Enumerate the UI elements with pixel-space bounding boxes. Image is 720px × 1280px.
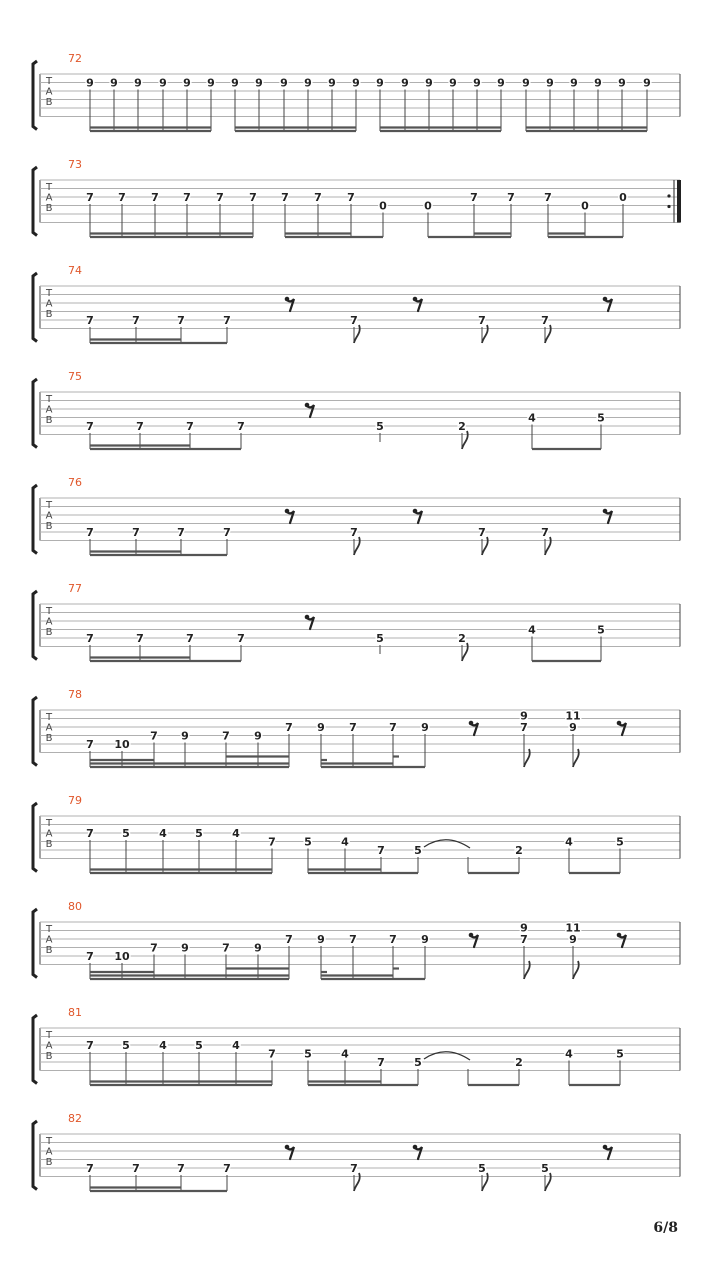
measure-number: 79 bbox=[68, 794, 82, 807]
fret-number: 9 bbox=[304, 76, 312, 90]
tie bbox=[424, 840, 470, 848]
tab-clef-letter: A bbox=[45, 616, 53, 628]
fret-number: 5 bbox=[541, 1162, 549, 1175]
fret-number: 4 bbox=[232, 827, 240, 840]
fret-number: 4 bbox=[232, 1039, 240, 1052]
tab-clef-letter: B bbox=[45, 733, 53, 744]
fret-number: 7 bbox=[478, 526, 486, 539]
fret-number: 5 bbox=[304, 1047, 312, 1061]
fret-number: 5 bbox=[122, 1039, 130, 1052]
fret-number: 4 bbox=[341, 835, 349, 849]
system-bracket bbox=[33, 803, 37, 872]
fret-number: 9 bbox=[546, 76, 554, 90]
fret-number: 7 bbox=[186, 420, 194, 433]
tab-clef-letter: B bbox=[45, 945, 53, 956]
fret-number: 7 bbox=[86, 191, 94, 204]
system-bracket bbox=[33, 697, 37, 766]
fret-number: 7 bbox=[268, 1047, 276, 1061]
fret-number: 5 bbox=[414, 844, 422, 857]
tab-system bbox=[33, 794, 680, 873]
tab-clef-letter: B bbox=[45, 309, 53, 320]
fret-number: 7 bbox=[544, 191, 552, 204]
tab-clef-letter: T bbox=[45, 1030, 53, 1041]
system-bracket bbox=[33, 61, 37, 130]
fret-number: 7 bbox=[350, 314, 358, 327]
note-flag bbox=[462, 431, 468, 449]
fret-number: 7 bbox=[223, 1162, 231, 1175]
repeat-dot bbox=[667, 194, 670, 197]
eighth-rest-dot bbox=[469, 721, 474, 726]
fret-number: 9 bbox=[181, 729, 189, 743]
fret-number: 7 bbox=[186, 632, 194, 645]
tab-system bbox=[33, 1006, 680, 1085]
fret-number: 7 bbox=[86, 827, 94, 840]
fret-number: 4 bbox=[565, 1047, 573, 1061]
eighth-rest-dot bbox=[603, 297, 608, 302]
note-flag bbox=[354, 537, 360, 555]
eighth-rest-dot bbox=[603, 509, 608, 514]
fret-number: 9 bbox=[183, 76, 191, 90]
fret-number: 7 bbox=[223, 526, 231, 539]
system-bracket bbox=[33, 1121, 37, 1190]
fret-number: 4 bbox=[528, 411, 536, 425]
final-barline bbox=[677, 180, 681, 223]
note-flag bbox=[482, 325, 488, 343]
tab-clef-letter: B bbox=[45, 839, 53, 850]
fret-number: 9 bbox=[159, 76, 167, 90]
note-flag bbox=[545, 1173, 551, 1191]
fret-number: 10 bbox=[114, 738, 130, 751]
fret-number: 7 bbox=[507, 191, 515, 204]
measure-number: 74 bbox=[68, 264, 82, 277]
fret-number: 11 bbox=[565, 709, 581, 723]
fret-number: 7 bbox=[249, 191, 257, 204]
tab-system bbox=[33, 476, 680, 555]
fret-number: 9 bbox=[254, 729, 262, 743]
fret-number: 7 bbox=[86, 314, 94, 327]
fret-number: 7 bbox=[86, 738, 94, 751]
note-flag bbox=[354, 325, 360, 343]
fret-number: 7 bbox=[350, 526, 358, 539]
tab-clef-letter: T bbox=[45, 182, 53, 193]
tab-clef-letter: A bbox=[45, 86, 53, 98]
fret-number: 7 bbox=[150, 729, 158, 743]
fret-number: 7 bbox=[177, 1162, 185, 1175]
note-flag bbox=[545, 537, 551, 555]
fret-number: 7 bbox=[183, 191, 191, 204]
fret-number: 2 bbox=[458, 420, 466, 433]
eighth-rest-dot bbox=[413, 1145, 418, 1150]
fret-number: 4 bbox=[159, 827, 167, 840]
measure-number: 76 bbox=[68, 476, 82, 489]
fret-number: 0 bbox=[619, 191, 627, 204]
fret-number: 9 bbox=[569, 933, 577, 946]
fret-number: 7 bbox=[222, 729, 230, 743]
fret-number: 11 bbox=[565, 921, 581, 935]
measure-number: 80 bbox=[68, 900, 82, 913]
fret-number: 5 bbox=[597, 411, 605, 425]
tab-system bbox=[33, 688, 680, 767]
tab-clef-letter: B bbox=[45, 521, 53, 532]
eighth-rest-dot bbox=[285, 297, 290, 302]
fret-number: 5 bbox=[616, 835, 624, 849]
eighth-rest-dot bbox=[603, 1145, 608, 1150]
repeat-dot bbox=[667, 205, 670, 208]
system-bracket bbox=[33, 591, 37, 660]
tab-system bbox=[33, 582, 680, 661]
fret-number: 7 bbox=[285, 721, 293, 734]
tab-clef-letter: A bbox=[45, 298, 53, 310]
tab-clef-letter: A bbox=[45, 934, 53, 946]
fret-number: 4 bbox=[159, 1039, 167, 1052]
tab-system bbox=[33, 1112, 680, 1191]
note-flag bbox=[354, 1173, 360, 1191]
fret-number: 5 bbox=[195, 827, 203, 840]
fret-number: 7 bbox=[377, 844, 385, 857]
system-bracket bbox=[33, 485, 37, 554]
fret-number: 7 bbox=[86, 526, 94, 539]
eighth-rest-dot bbox=[617, 933, 622, 938]
fret-number: 7 bbox=[350, 1162, 358, 1175]
tab-clef-letter: A bbox=[45, 1040, 53, 1052]
tab-system bbox=[33, 900, 680, 979]
fret-number: 9 bbox=[473, 76, 481, 90]
tab-clef-letter: B bbox=[45, 1157, 53, 1168]
fret-number: 7 bbox=[541, 526, 549, 539]
fret-number: 4 bbox=[528, 623, 536, 637]
fret-number: 5 bbox=[122, 827, 130, 840]
fret-number: 2 bbox=[515, 1056, 523, 1069]
fret-number: 7 bbox=[132, 1162, 140, 1175]
fret-number: 7 bbox=[470, 191, 478, 204]
measure-number: 73 bbox=[68, 158, 82, 171]
measure-number: 82 bbox=[68, 1112, 82, 1125]
fret-number: 9 bbox=[522, 76, 530, 90]
fret-number: 7 bbox=[349, 721, 357, 734]
fret-number: 9 bbox=[328, 76, 336, 90]
fret-number: 9 bbox=[317, 721, 325, 734]
fret-number: 9 bbox=[254, 941, 262, 955]
tab-clef-letter: A bbox=[45, 1146, 53, 1158]
eighth-rest-dot bbox=[305, 615, 310, 620]
note-flag bbox=[573, 961, 579, 979]
fret-number: 5 bbox=[376, 632, 384, 645]
measure-number: 77 bbox=[68, 582, 82, 595]
eighth-rest-dot bbox=[469, 933, 474, 938]
fret-number: 2 bbox=[515, 844, 523, 857]
fret-number: 7 bbox=[86, 1039, 94, 1052]
eighth-rest-dot bbox=[413, 509, 418, 514]
eighth-rest-dot bbox=[285, 509, 290, 514]
fret-number: 9 bbox=[181, 941, 189, 955]
fret-number: 7 bbox=[86, 950, 94, 963]
fret-number: 5 bbox=[195, 1039, 203, 1052]
fret-number: 7 bbox=[86, 420, 94, 433]
fret-number: 7 bbox=[349, 933, 357, 946]
fret-number: 9 bbox=[352, 76, 360, 90]
fret-number: 9 bbox=[421, 721, 429, 734]
tab-clef-letter: T bbox=[45, 1136, 53, 1147]
tab-clef-letter: A bbox=[45, 510, 53, 522]
tie bbox=[424, 1052, 470, 1060]
fret-number: 7 bbox=[216, 191, 224, 204]
fret-number: 7 bbox=[136, 632, 144, 645]
fret-number: 7 bbox=[314, 191, 322, 204]
fret-number: 7 bbox=[177, 526, 185, 539]
system-bracket bbox=[33, 167, 37, 236]
fret-number: 9 bbox=[401, 76, 409, 90]
fret-number: 7 bbox=[151, 191, 159, 204]
note-flag bbox=[545, 325, 551, 343]
tab-clef-letter: B bbox=[45, 1051, 53, 1062]
note-flag bbox=[524, 749, 530, 767]
tab-clef-letter: B bbox=[45, 627, 53, 638]
fret-number: 7 bbox=[132, 526, 140, 539]
fret-number: 4 bbox=[565, 835, 573, 849]
note-flag bbox=[573, 749, 579, 767]
fret-number: 5 bbox=[376, 420, 384, 433]
fret-number: 9 bbox=[594, 76, 602, 90]
tab-clef-letter: T bbox=[45, 288, 53, 299]
measure-number: 78 bbox=[68, 688, 82, 701]
page-number: 6/8 bbox=[653, 1220, 678, 1236]
fret-number: 9 bbox=[376, 76, 384, 90]
fret-number: 9 bbox=[520, 921, 528, 935]
fret-number: 9 bbox=[280, 76, 288, 90]
system-bracket bbox=[33, 909, 37, 978]
fret-number: 7 bbox=[377, 1056, 385, 1069]
fret-number: 0 bbox=[424, 199, 432, 213]
fret-number: 7 bbox=[86, 632, 94, 645]
tab-system bbox=[33, 264, 680, 343]
tab-clef-letter: T bbox=[45, 606, 53, 617]
fret-number: 9 bbox=[497, 76, 505, 90]
fret-number: 9 bbox=[425, 76, 433, 90]
note-flag bbox=[524, 961, 530, 979]
fret-number: 9 bbox=[207, 76, 215, 90]
fret-number: 9 bbox=[449, 76, 457, 90]
system-bracket bbox=[33, 379, 37, 448]
fret-number: 2 bbox=[458, 632, 466, 645]
tab-clef-letter: B bbox=[45, 97, 53, 108]
fret-number: 7 bbox=[281, 191, 289, 204]
fret-number: 7 bbox=[237, 420, 245, 433]
note-flag bbox=[482, 537, 488, 555]
tab-clef-letter: B bbox=[45, 415, 53, 426]
fret-number: 7 bbox=[222, 941, 230, 955]
fret-number: 7 bbox=[223, 314, 231, 327]
fret-number: 9 bbox=[618, 76, 626, 90]
tab-clef-letter: A bbox=[45, 192, 53, 204]
measure-number: 75 bbox=[68, 370, 82, 383]
fret-number: 0 bbox=[581, 199, 589, 213]
fret-number: 5 bbox=[616, 1047, 624, 1061]
fret-number: 7 bbox=[177, 314, 185, 327]
fret-number: 7 bbox=[389, 721, 397, 734]
eighth-rest-dot bbox=[285, 1145, 290, 1150]
eighth-rest-dot bbox=[413, 297, 418, 302]
system-bracket bbox=[33, 273, 37, 342]
tab-clef-letter: T bbox=[45, 924, 53, 935]
fret-number: 7 bbox=[520, 721, 528, 734]
fret-number: 5 bbox=[478, 1162, 486, 1175]
fret-number: 10 bbox=[114, 950, 130, 963]
fret-number: 9 bbox=[110, 76, 118, 90]
tab-system bbox=[33, 52, 680, 131]
fret-number: 7 bbox=[478, 314, 486, 327]
fret-number: 7 bbox=[541, 314, 549, 327]
fret-number: 7 bbox=[237, 632, 245, 645]
tab-clef-letter: T bbox=[45, 394, 53, 405]
fret-number: 9 bbox=[520, 709, 528, 723]
fret-number: 4 bbox=[341, 1047, 349, 1061]
fret-number: 5 bbox=[304, 835, 312, 849]
fret-number: 7 bbox=[150, 941, 158, 955]
note-flag bbox=[462, 643, 468, 661]
tab-clef-letter: T bbox=[45, 76, 53, 87]
fret-number: 9 bbox=[255, 76, 263, 90]
fret-number: 7 bbox=[347, 191, 355, 204]
fret-number: 5 bbox=[597, 623, 605, 637]
tab-clef-letter: A bbox=[45, 828, 53, 840]
fret-number: 5 bbox=[414, 1056, 422, 1069]
measure-number: 72 bbox=[68, 52, 82, 65]
fret-number: 0 bbox=[379, 199, 387, 213]
fret-number: 7 bbox=[268, 835, 276, 849]
tab-clef-letter: T bbox=[45, 500, 53, 511]
fret-number: 9 bbox=[317, 933, 325, 946]
fret-number: 9 bbox=[134, 76, 142, 90]
tab-clef-letter: B bbox=[45, 203, 53, 214]
fret-number: 7 bbox=[86, 1162, 94, 1175]
fret-number: 9 bbox=[570, 76, 578, 90]
tab-clef-letter: T bbox=[45, 818, 53, 829]
fret-number: 9 bbox=[86, 76, 94, 90]
fret-number: 9 bbox=[231, 76, 239, 90]
system-bracket bbox=[33, 1015, 37, 1084]
fret-number: 7 bbox=[520, 933, 528, 946]
fret-number: 7 bbox=[389, 933, 397, 946]
fret-number: 7 bbox=[136, 420, 144, 433]
fret-number: 9 bbox=[643, 76, 651, 90]
tab-clef-letter: A bbox=[45, 404, 53, 416]
tab-clef-letter: A bbox=[45, 722, 53, 734]
note-flag bbox=[482, 1173, 488, 1191]
eighth-rest-dot bbox=[305, 403, 310, 408]
eighth-rest-dot bbox=[617, 721, 622, 726]
fret-number: 9 bbox=[421, 933, 429, 946]
fret-number: 9 bbox=[569, 721, 577, 734]
tab-system bbox=[33, 158, 681, 237]
fret-number: 7 bbox=[285, 933, 293, 946]
measure-number: 81 bbox=[68, 1006, 82, 1019]
fret-number: 7 bbox=[118, 191, 126, 204]
fret-number: 7 bbox=[132, 314, 140, 327]
tab-system bbox=[33, 370, 680, 449]
tab-clef-letter: T bbox=[45, 712, 53, 723]
